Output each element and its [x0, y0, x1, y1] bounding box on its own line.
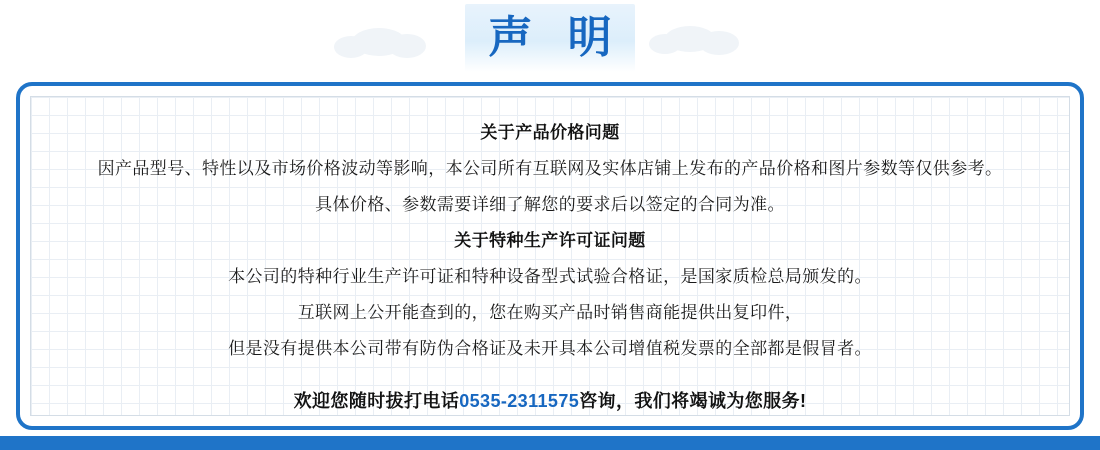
section-license-line-3: 但是没有提供本公司带有防伪合格证及未开具本公司增值税发票的全部都是假冒者。	[228, 339, 872, 358]
contact-line	[31, 383, 1069, 416]
statement-frame	[16, 82, 1084, 430]
contact-phone-number[interactable]: 0535-2311575	[459, 391, 580, 411]
section-license-line-2: 互联网上公开能查到的，您在购买产品时销售商能提供出复印件，	[297, 303, 803, 322]
section-heading-license: 关于特种生产许可证问题	[454, 231, 646, 250]
section-license-line-1: 本公司的特种行业生产许可证和特种设备型式试验合格证，是国家质检总局颁发的。	[228, 267, 872, 286]
cloud-decoration-right-icon	[665, 26, 715, 52]
section-price-line-2: 具体价格、参数需要详细了解您的要求后以签定的合同为准。	[315, 195, 785, 214]
page-title: 声 明	[488, 12, 622, 63]
cloud-decoration-left-icon	[352, 28, 406, 56]
page-header	[0, 0, 1100, 78]
section-price-line-1: 因产品型号、特性以及市场价格波动等影响，本公司所有互联网及实体店铺上发布的产品价格和图片参数等仅供参考。	[97, 159, 1003, 178]
bottom-accent-bar	[0, 436, 1100, 450]
contact-prefix: 欢迎您随时拔打电话	[293, 391, 460, 411]
section-heading-price: 关于产品价格问题	[480, 123, 620, 142]
statement-grid-panel	[30, 96, 1070, 416]
contact-suffix: 咨询，我们将竭诚为您服务!	[579, 391, 807, 411]
